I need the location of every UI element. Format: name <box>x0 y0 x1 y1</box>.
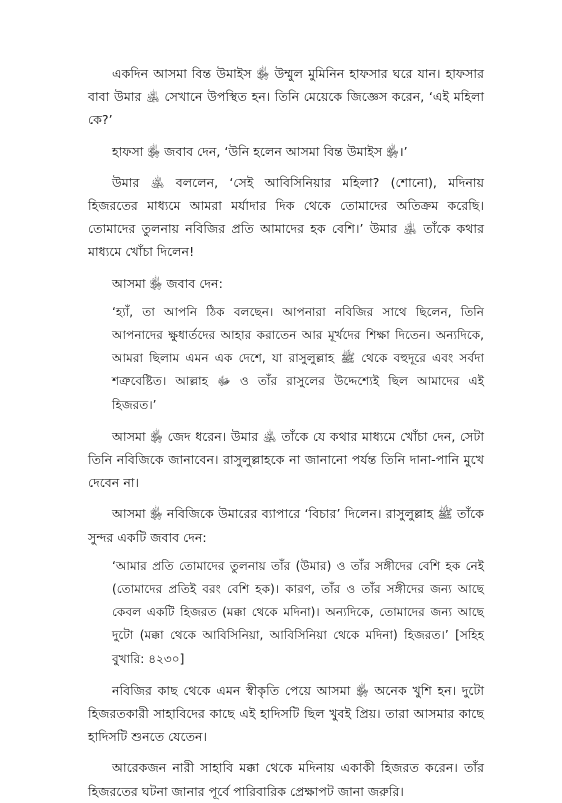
paragraph: আসমা ﵂ জেদ ধরেন। উমার ﵁ তাঁকে যে কথার মাধ্যমে খোঁচা দেন, সেটা তিনি নবিজিকে জানাবেন। রাসুলুল্লাহকে না জানানো পর্যন্ত তিনি দানা-পানি মুখে দেবেন না। <box>88 428 484 491</box>
block-quote: ‘আমার প্রতি তোমাদের তুলনায় তাঁর (উমার) ও তাঁর সঙ্গীদের বেশি হক নেই (তোমাদের প্রতিই বরং বেশি হক)। কারণ, তাঁর ও তাঁর সঙ্গীদের জন্য আছে কেবল একটি হিজরত (মক্কা থেকে মদিনা)। অন্যদিকে, তোমাদের জন্য আছে দুটো (মক্কা থেকে আবিসিনিয়া, আবিসিনিয়া থেকে মদিনা) হিজরত।’ [সহিহ বুখারি: ৪২৩০] <box>112 558 484 666</box>
block-quote: ‘হ্যাঁ, তা আপনি ঠিক বলছেন। আপনারা নবিজির সাথে ছিলেন, তিনি আপনাদের ক্ষুধার্তদের আহার করাতেন আর মূর্খদের শিক্ষা দিতেন। অন্যদিকে, আমরা ছিলাম এমন এক দেশে, যা রাসুলুল্লাহ ﷺ থেকে বহুদূরে এবং সর্বদা শত্রুবেষ্টিত। আল্লাহ ﷻ ও তাঁর রাসুলের উদ্দেশ্যেই ছিল আমাদের এই হিজরত।’ <box>112 304 485 412</box>
paragraph: আসমা ﵂ জবাব দেন: <box>112 275 223 291</box>
paragraph: একদিন আসমা বিন্ত উমাইস ﵂ উম্মুল মুমিনিন হাফসার ঘরে যান। হাফসার বাবা উমার ﵁ সেখানে উপস্থিত হন। তিনি মেয়েকে জিজ্ঞেস করেন, ‘এই মহিলা কে?’ <box>88 66 484 128</box>
paragraph: উমার ﵁ বললেন, ‘সেই আবিসিনিয়ার মহিলা? (শোনো), মদিনায় হিজরতের মাধ্যমে আমরা মর্যাদার দিক থেকে তোমাদের অতিক্রম করেছি। তোমাদের তুলনায় নবিজির প্রতি আমাদের হক বেশি।’ উমার ﵁ তাঁকে কথার মাধ্যমে খোঁচা দিলেন! <box>88 174 484 260</box>
paragraph: আরেকজন নারী সাহাবি মক্কা থেকে মদিনায় একাকী হিজরত করেন। তাঁর হিজরতের ঘটনা জানার পূর্বে পারিবারিক প্রেক্ষাপট জানা জরুরি। <box>88 760 484 799</box>
paragraph: নবিজির কাছ থেকে এমন স্বীকৃতি পেয়ে আসমা ﵂ অনেক খুশি হন। দুটো হিজরতকারী সাহাবিদের কাছে এই হাদিসটি ছিল খুবই প্রিয়। তারা আসমার কাছে হাদিসটি শুনতে যেতেন। <box>88 682 484 745</box>
paragraph: হাফসা ﵂ জবাব দেন, ‘উনি হলেন আসমা বিন্ত উমাইস ﵂।’ <box>112 143 408 159</box>
paragraph: আসমা ﵂ নবিজিকে উমারের ব্যাপারে ‘বিচার’ দিলেন। রাসুলুল্লাহ ﷺ তাঁকে সুন্দর একটি জবাব দেন: <box>88 506 484 545</box>
